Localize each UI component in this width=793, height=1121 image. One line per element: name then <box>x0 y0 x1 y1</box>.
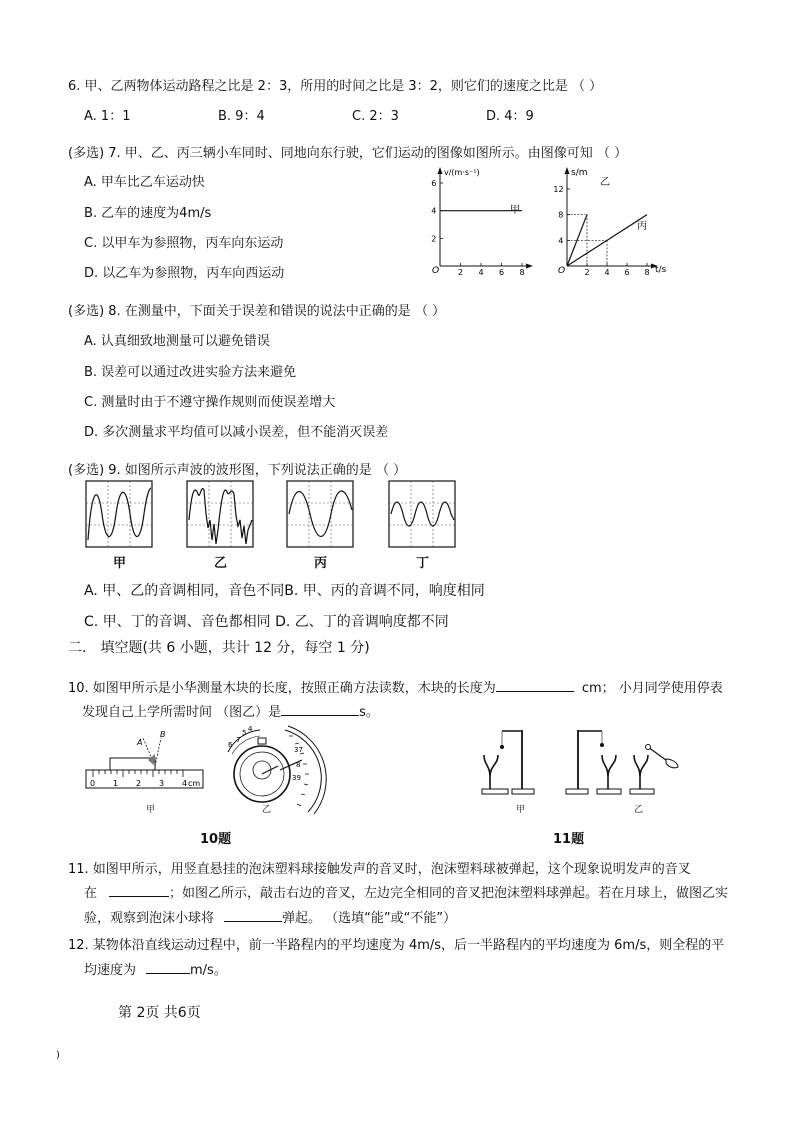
q11-line3 <box>84 907 456 926</box>
watch-label-6: 6 <box>228 741 233 749</box>
s-axis-ylabel: s/m <box>571 168 588 178</box>
s-origin-label: O <box>558 266 566 276</box>
fig10-label-jia: 甲 <box>146 805 156 815</box>
q11-line3-text-b: 弹起。 （选填“能”或“不能”） <box>282 911 457 926</box>
waveform-jia <box>85 480 153 550</box>
ruler-tick-3: 3 <box>159 779 165 788</box>
x-tick-label-4: 4 <box>478 268 484 277</box>
q10-line1-text-b: cm； 小月同学使用停表 <box>581 681 723 696</box>
q8-stem: (多选) 8. 在测量中，下面关于误差和错误的说法中正确的是 （ ） <box>68 304 446 319</box>
series-label-jia: 甲 <box>510 205 520 216</box>
q8-option-b: B. 误差可以通过改进实验方法来避免 <box>84 365 297 380</box>
y-tick-label-4: 4 <box>558 236 564 246</box>
q6-option-d: D. 4：9 <box>486 109 534 124</box>
q10-line1-text-a: 10. 如图甲所示是小华测量木块的长度，按照正确方法读数，木块的长度为 <box>68 681 496 696</box>
fig10-label-yi: 乙 <box>262 805 272 815</box>
waveform-label-jia: 甲 <box>113 556 127 571</box>
stopwatch-figure <box>220 722 330 822</box>
x-tick-label-6: 6 <box>624 268 630 277</box>
waveform-bing <box>286 480 354 550</box>
q10-line2-text-b: s。 <box>359 705 379 720</box>
q8-option-c: C. 测量时由于不遵守操作规则而使误差增大 <box>84 395 336 410</box>
q11-blank-moon[interactable] <box>224 909 282 922</box>
waveform-ding <box>388 480 456 550</box>
y-tick-label-8: 8 <box>558 210 564 220</box>
section2-title: 二． 填空题(共 6 小题，共计 12 分，每空 1 分) <box>68 640 370 656</box>
tuning-fork-figure <box>480 725 680 805</box>
watch-label-7: 7 <box>236 736 241 744</box>
x-tick-label-6: 6 <box>499 268 505 277</box>
figure-caption-10: 10题 <box>200 832 232 847</box>
q11-line2-text-b: ；如图乙所示，敲击右边的音叉，左边完全相同的音叉把泡沫塑料球弹起。若在月球上，做图乙实 <box>169 886 729 901</box>
waveform-label-yi: 乙 <box>214 556 228 571</box>
series-label-bing: 丙 <box>637 221 647 232</box>
x-tick-label-8: 8 <box>519 268 525 277</box>
velocity-time-graph <box>430 165 540 275</box>
x-tick-label-2: 2 <box>458 268 464 277</box>
q7-option-d: D. 以乙车为参照物，丙车向西运动 <box>84 266 285 281</box>
q11-line1: 11. 如图甲所示，用竖直悬挂的泡沫塑料球接触发声的音叉时，泡沫塑料球被弹起，这个现象说明发声的音叉 <box>68 862 691 877</box>
footer-mark: ) <box>56 1050 60 1061</box>
q12-line2-text-b: m/s。 <box>190 963 227 978</box>
figure-caption-11: 11题 <box>553 832 585 847</box>
q7-option-c: C. 以甲车为参照物，丙车向东运动 <box>84 236 284 251</box>
watch-label-8: 8 <box>296 761 301 769</box>
q11-line3-text-a: 验，观察到泡沫小球将 <box>84 911 215 926</box>
q12-blank-speed[interactable] <box>146 961 190 974</box>
waveform-yi <box>186 480 254 550</box>
distance-time-graph <box>555 165 675 275</box>
q6-option-b: B. 9：4 <box>218 109 265 124</box>
ruler-tick-1: 1 <box>113 779 119 788</box>
y-tick-label-6: 6 <box>431 179 437 188</box>
y-tick-label-12: 12 <box>553 185 564 194</box>
fig11-label-yi: 乙 <box>634 805 644 815</box>
watch-label-39: 39 <box>292 774 301 782</box>
page-number: 第 2页 共6页 <box>118 1005 201 1021</box>
q11-line2 <box>84 882 728 901</box>
q9-options-line2: C. 甲、丁的音调、音色都相同 D. 乙、丁的音调响度都不同 <box>84 614 449 630</box>
s-axis-xlabel: t/s <box>655 265 667 275</box>
q6-option-c: C. 2：3 <box>352 109 399 124</box>
q11-blank-vibrating[interactable] <box>109 884 169 897</box>
q10-blank-time[interactable] <box>281 703 359 716</box>
ruler-tick-2: 2 <box>136 779 142 788</box>
q12-line1: 12. 某物体沿直线运动过程中，前一半路程内的平均速度为 4m/s，后一半路程内的平均速度为 6m/s，则全程的平 <box>68 938 725 953</box>
q8-option-a: A. 认真细致地测量可以避免错误 <box>84 334 270 349</box>
series-label-yi: 乙 <box>600 177 610 188</box>
q11-line2-text-a: 在 <box>84 886 98 901</box>
ruler-mark-b: B <box>160 730 166 739</box>
q10-line1 <box>68 677 723 696</box>
waveform-label-bing: 丙 <box>314 556 328 571</box>
watch-label-4: 4 <box>248 725 253 733</box>
y-tick-label-4: 4 <box>431 206 437 216</box>
q12-line2 <box>84 959 227 978</box>
v-axis-ylabel: v/(m·s⁻¹) <box>444 168 480 177</box>
y-tick-label-2: 2 <box>431 234 437 244</box>
q9-options-line1: A. 甲、乙的音调相同，音色不同B. 甲、丙的音调不同，响度相同 <box>84 583 485 599</box>
waveform-label-ding: 丁 <box>416 556 430 571</box>
x-tick-label-4: 4 <box>604 268 610 277</box>
ruler-figure <box>85 730 215 810</box>
q12-line2-text-a: 均速度为 <box>84 963 137 978</box>
q7-option-a: A. 甲车比乙车运动快 <box>84 175 205 190</box>
v-origin-label: O <box>432 266 440 276</box>
q10-blank-length[interactable] <box>496 679 574 692</box>
x-tick-label-8: 8 <box>644 268 650 277</box>
q9-stem: (多选) 9. 如图所示声波的波形图，下列说法正确的是 （ ） <box>68 463 407 478</box>
ruler-mark-a: A <box>137 738 143 747</box>
fig11-label-jia: 甲 <box>516 805 526 815</box>
q10-line2 <box>82 701 379 720</box>
watch-label-5: 5 <box>242 729 247 737</box>
ruler-tick-0: 0 <box>90 779 96 788</box>
q7-stem: (多选) 7. 甲、乙、丙三辆小车同时、同地向东行驶，它们运动的图像如图所示。由图像可知 （ ） <box>68 146 628 161</box>
q10-line2-text-a: 发现自己上学所需时间 （图乙）是 <box>82 705 282 720</box>
q7-option-b: B. 乙车的速度为4m/s <box>84 206 212 221</box>
q8-option-d: D. 多次测量求平均值可以减小误差，但不能消灭误差 <box>84 425 389 440</box>
q6-stem: 6. 甲、乙两物体运动路程之比是 2：3，所用的时间之比是 3：2，则它们的速度之比是 （ ） <box>68 79 603 94</box>
watch-label-37: 37 <box>294 746 303 754</box>
x-tick-label-2: 2 <box>584 268 590 277</box>
ruler-unit: cm <box>188 779 201 788</box>
q6-option-a: A. 1：1 <box>84 109 131 124</box>
ruler-tick-4: 4 <box>182 779 188 788</box>
